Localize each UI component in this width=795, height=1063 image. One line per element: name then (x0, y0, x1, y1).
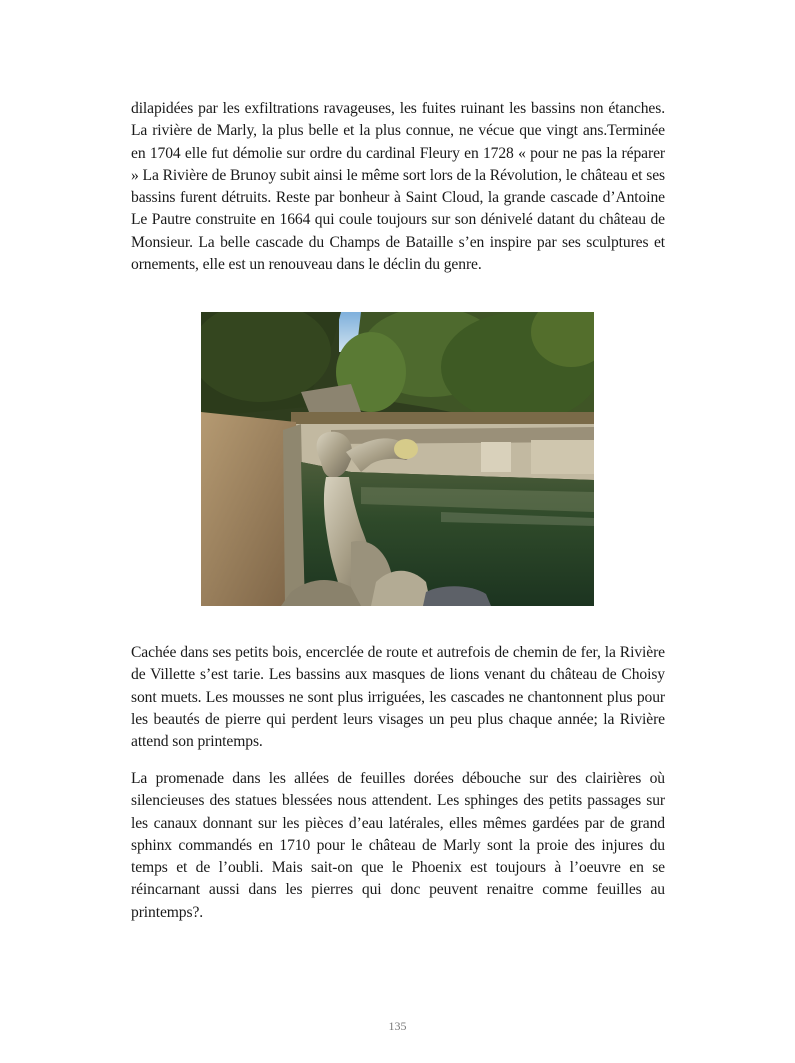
paragraph-1: dilapidées par les exfiltrations ravageuses, les fuites ruinant les bassins non étanches. La rivière de Marly, la plus belle et la plus connue, ne vécue que vingt ans.Terminée en 1704 elle fut démolie sur ordre du cardinal Fleury en 1728 « pour ne pas la réparer » La Rivière de Brunoy subit ainsi le même sort lors de la Révolution, le château et ses bassins furent détruits. Reste par bonheur à Saint Cloud, la grande cascade d’Antoine Le Pautre construite en 1664 qui coule toujours sur son dénivelé datant du château de Monsieur. La belle cascade du Champs de Bataille s’en inspire par ses sculptures et ornements, elle est un renouveau dans le déclin du genre. (131, 100, 665, 274)
paragraph-3: La promenade dans les allées de feuilles dorées débouche sur des clairières où silencieuses des statues blessées nous attendent. Les sphinges des petits passages sur les canaux donnant sur les pièces d’eau latérales, elles mêmes gardées par de grand sphinx commandés en 1710 pour le château de Marly sont la proie des injures du temps et de l’oubli. Mais sait-on que le Phoenix est toujours à l’oeuvre en se réincarnant aussi dans les pierres qui donc peuvent renaitre comme feuilles au printemps?. (131, 770, 665, 921)
paragraph-2: Cachée dans ses petits bois, encerclée de route et autrefois de chemin de fer, la Rivière de Villette s’est tarie. Les bassins aux masques de lions venant du château de Choisy sont muets. Les mousses ne sont plus irriguées, les cascades ne chantonnent plus pour les beautés de pierre qui perdent leurs visages un peu plus chaque année; la Rivière attend son printemps. (131, 644, 665, 751)
photo-illustration (201, 312, 594, 606)
garden-pool-statue-photo (201, 312, 594, 606)
page-number: 135 (388, 1019, 407, 1033)
